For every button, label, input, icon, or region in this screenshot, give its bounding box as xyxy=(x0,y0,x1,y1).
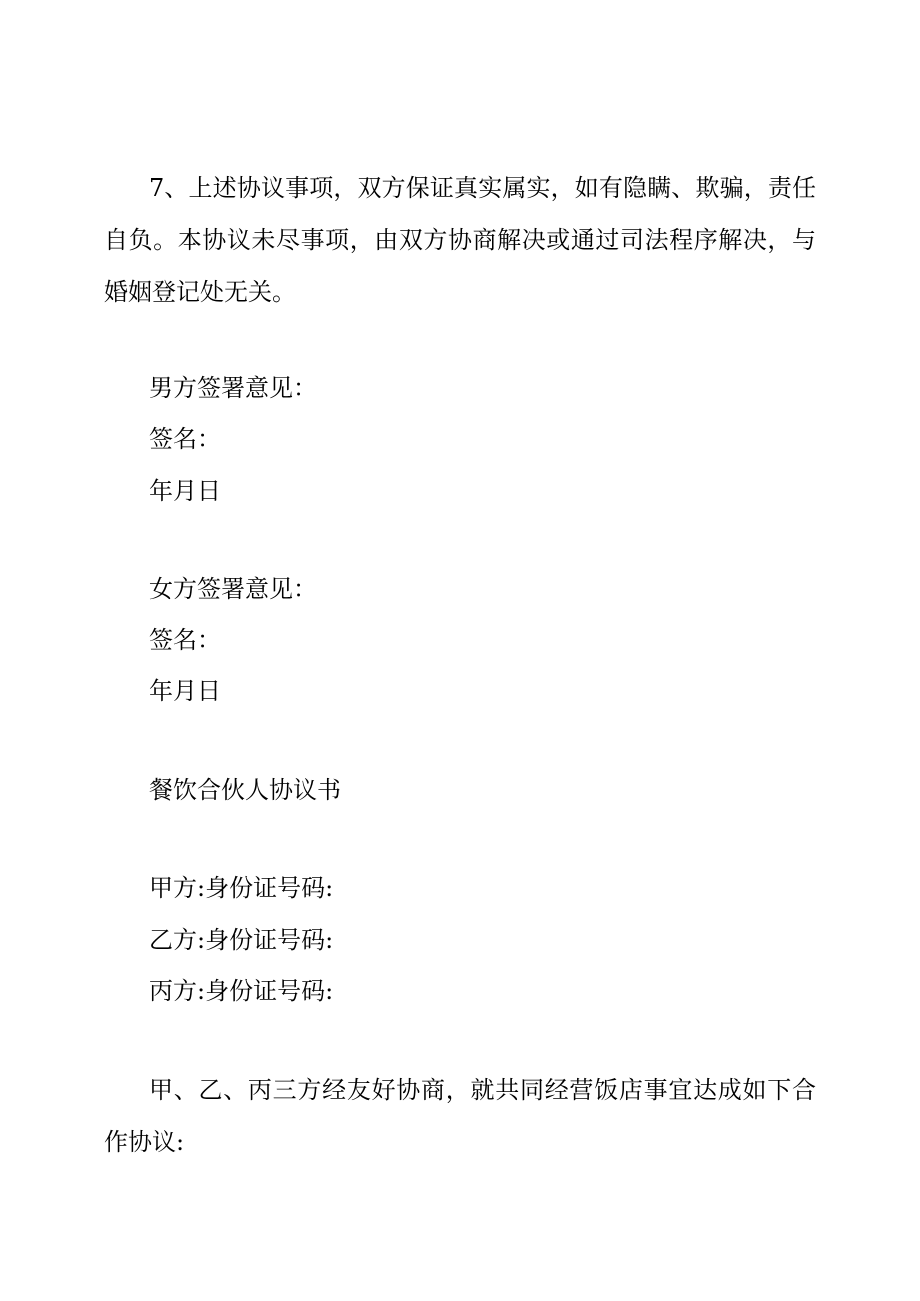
party-a-line: 甲方:身份证号码: xyxy=(149,874,334,902)
clause-7-paragraph: 7、上述协议事项，双方保证真实属实，如有隐瞒、欺骗，责任自负。本协议未尽事项，由双方协商解决或通过司法程序解决，与婚姻登记处无关。 xyxy=(104,174,816,306)
male-opinion-label: 男方签署意见： xyxy=(149,374,317,402)
male-date-label: 年月日 xyxy=(149,477,221,505)
female-opinion-label: 女方签署意见： xyxy=(149,575,317,603)
intro-paragraph: 甲、乙、丙三方经友好协商，就共同经营饭店事宜达成如下合作协议: xyxy=(104,1076,816,1156)
agreement-title: 餐饮合伙人协议书 xyxy=(149,776,341,804)
female-signature-label: 签名： xyxy=(149,626,221,654)
male-signature-label: 签名： xyxy=(149,425,221,453)
female-date-label: 年月日 xyxy=(149,677,221,705)
party-c-line: 丙方:身份证号码: xyxy=(149,977,334,1005)
party-b-line: 乙方:身份证号码: xyxy=(149,926,334,954)
